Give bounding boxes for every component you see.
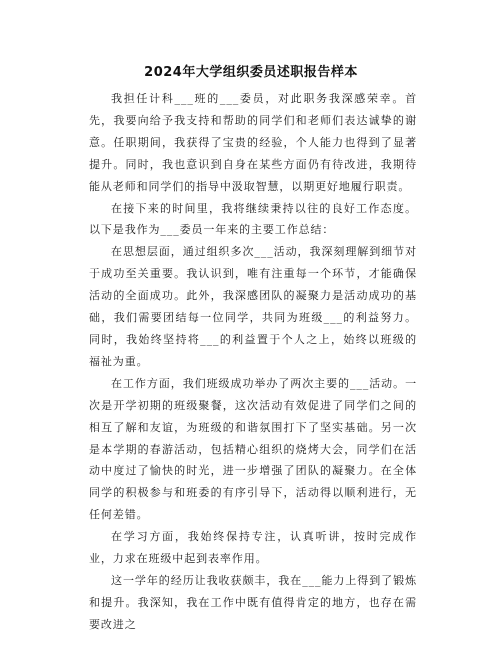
paragraph-thinking: 在思想层面，通过组织多次___活动，我深刻理解到细节对于成功至关重要。我认识到，唯有注重每一个环节，才能确保活动的全面成功。此外，我深感团队的凝聚力是活动成功的基础，我们需要团结每一位同学，共同为班级___的利益努力。同时，我始终坚持将___的利益置于个人之上，始终以班级的福祉为重。	[89, 245, 417, 368]
document-body	[89, 88, 417, 636]
paragraph-study: 在学习方面，我始终保持专注，认真听讲，按时完成作业，力求在班级中起到表率作用。	[89, 530, 417, 566]
paragraph-reflection: 这一学年的经历让我收获颇丰，我在___能力上得到了锻炼和提升。我深知，我在工作中既有值得肯定的地方，也存在需要改进之	[89, 573, 417, 631]
paragraph-work: 在工作方面，我们班级成功举办了两次主要的___活动。一次是开学初期的班级聚餐，这次活动有效促进了同学们之间的相互了解和友谊，为班级的和谐氛围打下了坚实基础。另一次是本学期的春游活动，包括精心组织的烧烤大会，同学们在活动中度过了愉快的时光，进一步增强了团队的凝聚力。在全体同学的积极参与和班委的有序引导下，活动得以顺利进行，无任何差错。	[89, 376, 417, 522]
document-title: 2024年大学组织委员述职报告样本	[144, 65, 358, 80]
paragraph-intro: 我担任计科___班的___委员，对此职务我深感荣幸。首先，我要向给予我支持和帮助的同学们和老师们表达诚挚的谢意。任职期间，我获得了宝贵的经验，个人能力也得到了显著提升。同时，我也意识到自身在某些方面仍有待改进，我期待能从老师和同学们的指导中汲取智慧，以期更好地履行职责。	[89, 92, 417, 193]
paragraph-summary-lead: 在接下来的时间里，我将继续秉持以往的良好工作态度。以下是我作为___委员一年来的主要工作总结：	[89, 201, 417, 237]
